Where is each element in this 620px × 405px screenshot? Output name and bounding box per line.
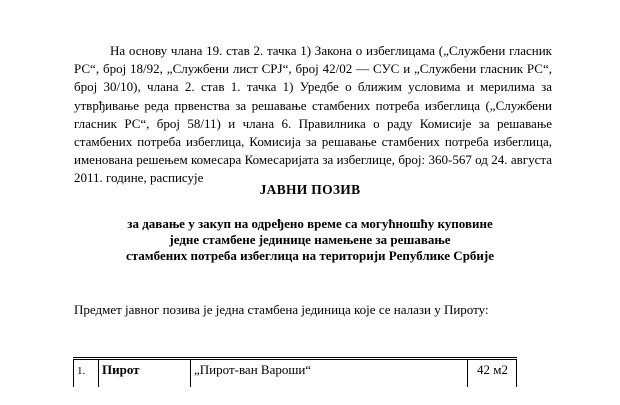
subtitle-line: стамбених потреба избеглица на територији Републике Србије bbox=[125, 248, 495, 263]
document-title: ЈАВНИ ПОЗИВ bbox=[259, 182, 361, 197]
row-number-cell: 1. bbox=[74, 359, 99, 388]
intro-text: На основу члана 19. став 2. тачка 1) Закона о избеглицама („Службени гласник РС“, број 18/92, „Службени лист СРЈ“, број 42/02 — СУС и „Службени гласник РС“, број 30/10), члана 2. став 1. тачка 1) Уредбе о ближим условима и мерилима за утврђивање реда првенства за решавање стамбених потреба избеглица („Службени гласник РС“, број 58/11) и члана 6. Правилника о раду Комисије за решавање стамбених потреба избеглица, Комисија за решавање стамбених потреба избеглица, именована решењем комесара Комесаријата за избеглице, број: 360-567 од 24. августа 2011. године, расписује bbox=[74, 43, 552, 186]
table-row bbox=[74, 359, 517, 388]
intro-paragraph bbox=[74, 42, 552, 188]
document-subtitle bbox=[0, 216, 620, 264]
units-table bbox=[73, 357, 517, 387]
city-cell: Пирот bbox=[99, 359, 191, 388]
subtitle-line: за давање у закуп на одређено време са могућношћу куповине bbox=[127, 216, 493, 231]
subtitle-line: једне стамбене јединице намењене за решавање bbox=[169, 232, 451, 247]
subject-text: Предмет јавног позива је једна стамбена јединица које се налази у Пироту: bbox=[74, 302, 489, 317]
location-cell: „Пирот-ван Вароши“ bbox=[191, 359, 468, 388]
area-cell: 42 м2 bbox=[468, 359, 517, 388]
